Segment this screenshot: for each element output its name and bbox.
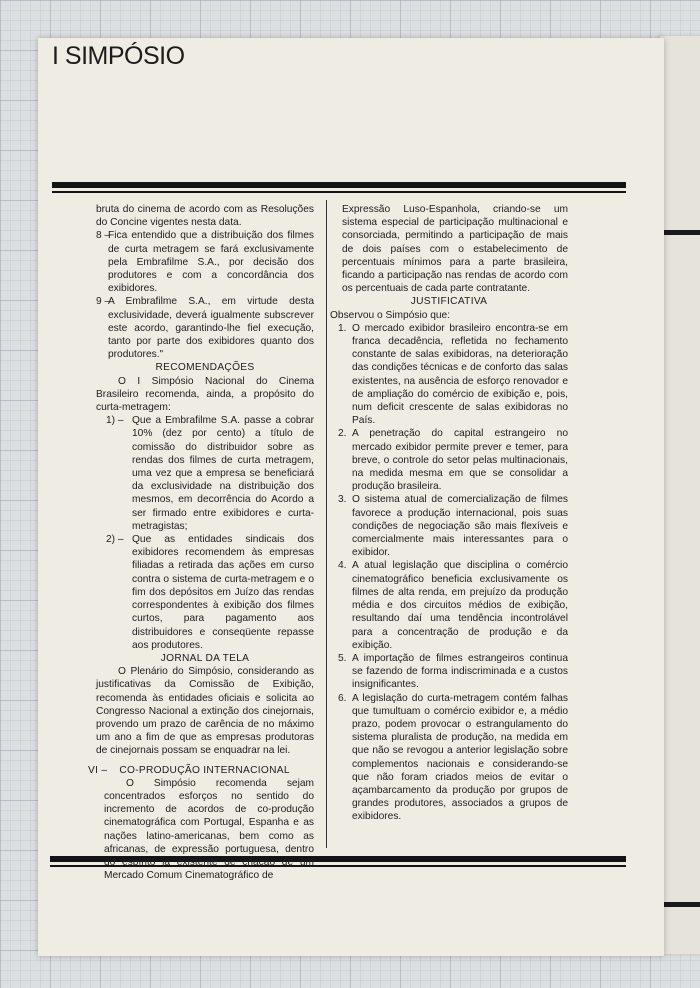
item-text: A legislação do curta-metragem contém falhas que tumultuam o comércio exibidor e, a médio prazo, podem provocar o estrangulamento do sistema pluralista de produção, na medida em que não se revogou a anterior legislação sobre complementos nacionais e considerando-se que não foram criados meios de evitar o açambarcamento da produção por grupos de grandes produtores, associados a grupos de exibidores. — [352, 692, 568, 823]
page-title: I SIMPÓSIO — [52, 42, 185, 70]
list-item — [96, 295, 314, 361]
jornal-text: O Plenário do Simpósio, considerando as justificativas da Comissão de Exibição, recomenda às entidades oficiais e solicita ao Congresso Nacional a extinção dos cinejornais, provendo um prazo de carência de no máximo um ano a fim de que as empresas produtoras de cinejornais possam se enquadrar na lei. — [96, 666, 314, 757]
section-title: CO-PRODUÇÃO INTERNACIONAL — [119, 764, 290, 776]
recomendacoes-intro: O I Simpósio Nacional do Cinema Brasileiro recomenda, ainda, a propósito do curta-metragem: — [96, 375, 314, 414]
item-number: 4. — [338, 560, 347, 572]
jornal-heading: JORNAL DA TELA — [160, 652, 250, 664]
right-continuation-text: Expressão Luso-Espanhola, criando-se um sistema especial de participação multinacional e consorciada, permitindo a participação de mais de dois países com o estabelecimento de percentuais mínimos para a parte brasileira, ficando a participação nas rendas de acordo com os percentuais de cada parte contratante. — [342, 204, 568, 295]
list-item — [96, 229, 314, 295]
item-number: 9 – — [96, 296, 111, 308]
item-text: O mercado exibidor brasileiro encontra-se em franca decadência, refletida no fechamento constante de salas exibidoras, na deterioração das condições técnicas e de conforto das salas existentes, na ausência de esforço renovador e de ampliação do comércio de exibição e, pois, num deficit crescente de salas exibidoras no País. — [352, 322, 568, 427]
item-number: 2. — [338, 428, 347, 440]
section-heading — [88, 764, 314, 777]
left-intro-text: bruta do cinema de acordo com as Resoluções do Concine vigentes nesta data. — [96, 204, 314, 229]
item-text: Que a Embrafilme S.A. passe a cobrar 10% (dez por cento) a título de comissão do distribuidor sobre as rendas dos filmes de curta metragem, uma vez que a empresa se beneficiará da exclusividade na distribuição dos mesmos, em decorrência do Acordo a ser firmado entre exibidores e curta-metragistas; — [132, 415, 314, 532]
adjacent-page-rule — [660, 230, 700, 235]
list-item — [330, 652, 568, 692]
item-text: A atual legislação que disciplina o comércio cinematográfico beneficia exclusivamente os filmes de alta renda, em prejuízo da produção média e dos circuitos médios de exibição, resultando daí uma tendência incontrolável para a concentração de produção e da exibição. — [352, 560, 568, 651]
top-rule — [52, 182, 626, 188]
item-number: 2) – — [106, 534, 124, 546]
list-item — [330, 493, 568, 559]
top-rule-thin — [52, 191, 626, 193]
justificativa-intro: Observou o Simpósio que: — [330, 309, 451, 321]
list-item — [96, 414, 314, 533]
item-number: 3. — [338, 494, 347, 506]
item-number: 8 – — [96, 230, 111, 242]
item-text: O sistema atual de comercialização de filmes favorece a produção internacional, pois suas condições de negociação são mais flexíveis e comercialmente mais interessantes para o exibidor. — [352, 494, 568, 559]
section-number: VI – — [88, 764, 108, 776]
item-number: 5. — [338, 652, 347, 664]
item-text: Que as entidades sindicais dos exibidores recomendem às empresas filiadas a retirada das ações em curso contra o sistema de curta-metragem e o fim dos depósitos em Juízo das rendas correspondentes à exibição dos filmes curtos, para pagamento aos distribuidores e conseqüente repasse aos produtores. — [132, 534, 314, 651]
item-text: A importação de filmes estrangeiros continua se fazendo de forma indiscriminada e a custos insignificantes. — [352, 652, 568, 691]
adjacent-page-edge — [660, 36, 700, 954]
item-text: A penetração do capital estrangeiro no mercado exibidor permite prever e temer, para breve, o controle do setor pelas multinacionais, na medida mesma em que se consolidar a produção brasileira. — [352, 428, 568, 493]
item-text: Fica entendido que a distribuição dos filmes de curta metragem se fará exclusivamente pela Embrafilme S.A., por decisão dos produtores e com a concordância dos exibidores. — [108, 230, 314, 295]
adjacent-page-rule — [660, 902, 700, 907]
list-item — [330, 322, 568, 428]
column-divider — [326, 200, 327, 848]
item-number: 6. — [338, 692, 347, 704]
list-item — [330, 427, 568, 493]
left-column — [88, 203, 314, 882]
right-column — [330, 203, 568, 824]
list-item — [330, 559, 568, 651]
list-item — [96, 533, 314, 652]
recomendacoes-heading: RECOMENDAÇÕES — [155, 362, 255, 374]
list-item — [330, 692, 568, 824]
item-text: A Embrafilme S.A., em virtude desta exclusividade, deverá igualmente subscrever este acordo, garantindo-lhe fiel execução, tanto por parte dos exibidores quanto dos produtores." — [108, 296, 314, 361]
justificativa-heading: JUSTIFICATIVA — [410, 296, 488, 308]
section-text: O Simpósio recomenda sejam concentrados esforços no sentido do incremento de acordos de co-produção cinematográfica com Portugal, Espanha e as nações latino-americanas, bem como as africanas, de expressão portuguesa, dentro do espírito já existente de criação de um Mercado Comum Cinematográfico de — [104, 777, 314, 882]
item-number: 1. — [338, 322, 347, 334]
item-number: 1) – — [106, 415, 124, 427]
